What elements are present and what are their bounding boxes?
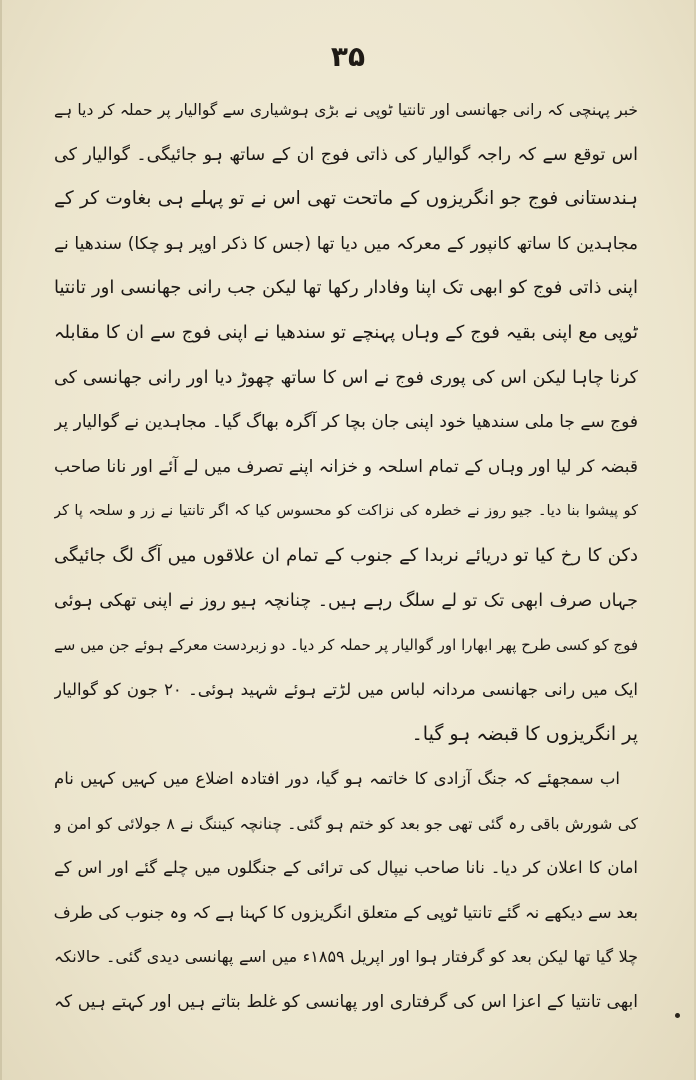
text-line: اپنی ذاتی فوج کو ابھی تک اپنا وفادار رکھا تھا لیکن جب رانی جھانسی اور تانتیا xyxy=(54,277,638,299)
text-line-paragraph-end: پر انگریزوں کا قبضہ ہو گیا۔ xyxy=(411,723,638,746)
page-number: ۳۵ xyxy=(330,40,366,73)
text-line-paragraph-start: اب سمجھئے کہ جنگ آزادی کا خاتمہ ہو گیا، دور افتادہ اضلاع میں کہیں کہیں نام xyxy=(54,768,620,788)
text-line: ابھی تانتیا کے اعزا اس کی گرفتاری اور پھانسی کو غلط بتاتے ہیں اور کہتے ہیں کہ xyxy=(54,991,638,1012)
text-line: خبر پہنچی کہ رانی جھانسی اور تانتیا ٹوپی نے بڑی ہوشیاری سے گوالیار پر حملہ کر دیا ہے xyxy=(54,101,638,119)
text-line: ایک میں رانی جھانسی مردانہ لباس میں لڑتے ہوئے شہید ہوئی۔ ۲۰ جون کو گوالیار xyxy=(54,679,638,699)
text-line: ہندستانی فوج جو انگریزوں کے ماتحت تھی اس نے تو پہلے ہی بغاوت کر کے xyxy=(54,188,638,210)
text-line: کی شورش باقی رہ گئی تھی جو بعد کو ختم ہو گئی۔ چنانچہ کیننگ نے ۸ جولائی کو امن و xyxy=(54,814,638,833)
text-line: قبضہ کر لیا اور وہاں کے تمام اسلحہ و خزانہ اپنے تصرف میں لے آئے اور نانا صاحب xyxy=(54,456,638,477)
text-line: امان کا اعلان کر دیا۔ نانا صاحب نیپال کی ترائی کے جنگلوں میں چلے گئے اور اس کے xyxy=(54,858,638,878)
text-line: جہاں صرف ابھی تک تو لے سلگ رہے ہیں۔ چنانچہ ہیو روز نے اپنی تھکی ہوئی xyxy=(54,590,638,611)
text-line: فوج کو کسی طرح پھر ابھارا اور گوالیار پر حملہ کر دیا۔ دو زبردست معرکے ہوئے جن میں سے xyxy=(54,636,638,655)
page-body xyxy=(54,88,638,1024)
text-line: بعد سے دیکھے نہ گئے تانتیا ٹوپی کے متعلق انگریزوں کا کہنا ہے کہ وہ جنوب کی طرف xyxy=(54,902,638,922)
text-line: مجاہدین کا ساتھ کانپور کے معرکہ میں دیا تھا (جس کا ذکر اوپر ہو چکا) سندھیا نے xyxy=(54,233,638,254)
margin-ink-dot xyxy=(675,1013,680,1018)
text-line: دکن کا رخ کیا تو دریائے نربدا کے جنوب کے تمام ان علاقوں میں آگ لگ جائیگی xyxy=(54,544,638,566)
text-line: اس توقع سے کہ راجہ گوالیار کی ذاتی فوج ان کے ساتھ ہو جائیگی۔ گوالیار کی xyxy=(54,144,638,165)
text-line: کرنا چاہا لیکن اس کی پوری فوج نے اس کا ساتھ چھوڑ دیا اور رانی جھانسی کی xyxy=(54,367,638,388)
text-line: فوج سے جا ملی سندھیا خود اپنی جان بچا کر آگرہ بھاگ گیا۔ مجاہدین نے گوالیار پر xyxy=(54,412,638,433)
text-line: کو پیشوا بنا دیا۔ جیو روز نے خطرہ کی نزاکت کو محسوس کیا کہ اگر تانتیا نے زر و سلحہ پا کر xyxy=(54,503,638,520)
text-line: چلا گیا تھا لیکن بعد کو گرفتار ہوا اور اپریل ۱۸۵۹ء میں اسے پھانسی دیدی گئی۔ حالانکہ xyxy=(54,947,638,967)
text-line: ٹوپی مع اپنی بقیہ فوج کے وہاں پہنچے تو سندھیا نے اپنی فوج سے ان کا مقابلہ xyxy=(54,321,638,343)
